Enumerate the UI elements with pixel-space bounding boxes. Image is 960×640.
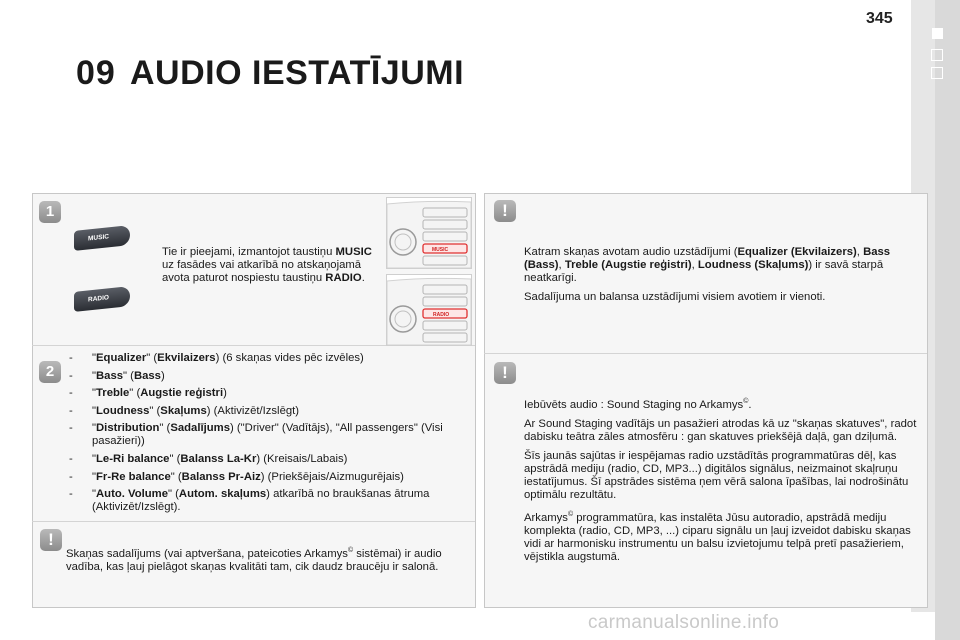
page-number: 345 <box>866 10 893 27</box>
list-item: - "Auto. Volume" (Autom. skaļums) atkarībā no braukšanas ātruma (Aktivizēt/Izslēgt). <box>66 488 466 514</box>
page-marker-filled <box>932 28 943 39</box>
chapter-number: 09 <box>76 54 116 92</box>
warning-icon: ! <box>40 529 62 551</box>
list-item: - "Equalizer" (Ekvilaizers) (6 skaņas vides pēc izvēles) <box>66 352 466 365</box>
step-2-badge: 2 <box>39 361 61 383</box>
sound-staging-note: Iebūvēts audio : Sound Staging no Arkamys©. Ar Sound Staging vadītājs un pasažieri atrodas kā uz "skaņas skatuves", radot dabisku teātra zāles atmosfēru : gan skatuves priekšējā daļā, gan dziļumā. Šīs jaunās sajūtas ir iespējamas radio uzstādītās programmatūras dēļ, kas apstrādā mediju (radio, CD, MP3...) digitālos signālus, neizmainot skaļruņu iestatījumus. Šī apstrādes sistēma ņem vērā salona īpašības, lai nodrošinātu optimālu rezultātu. Arkamys© programmatūra, kas instalēta Jūsu autoradio, apstrādā mediju komplekta (radio, CD, MP3, ...) ciparu signālu un ļauj izveidot dabisku skaņas vidi ar harmonisku instrumentu un balsu izvietojumu telpā pretī pasažieriem, vējstikla augstumā. <box>524 398 917 563</box>
list-item: - "Distribution" (Sadalījums) ("Driver" (Vadītājs), "All passengers" (Visi pasažieri)) <box>66 422 466 448</box>
page-marker-outline <box>931 67 943 79</box>
list-item: - "Bass" (Bass) <box>66 370 466 383</box>
warning-icon: ! <box>494 362 516 384</box>
page-marker-outline <box>931 49 943 61</box>
list-item: - "Le-Ri balance" (Balanss La-Kr) (Kreisais/Labais) <box>66 453 466 466</box>
audio-settings-list <box>66 352 466 519</box>
control-panel-image-radio <box>386 274 472 346</box>
radio-button-image: RADIO <box>74 286 130 312</box>
control-panel-image-music <box>386 197 472 269</box>
chapter-title: AUDIO IESTATĪJUMI <box>130 54 465 92</box>
thumb-highlight-label: MUSIC <box>432 247 449 253</box>
intro-text: Tie ir pieejami, izmantojot taustiņu MUSIC uz fasādes vai atkarībā no atskaņojamā avota paturot nospiestu taustiņu RADIO. <box>162 246 372 284</box>
warning-icon: ! <box>494 200 516 222</box>
step-1-badge: 1 <box>39 201 61 223</box>
list-item: - "Treble" (Augstie reģistri) <box>66 387 466 400</box>
side-tab-strip <box>935 0 960 640</box>
panel-divider <box>32 521 475 522</box>
list-item: - "Loudness" (Skaļums) (Aktivizēt/Izslēgt) <box>66 405 466 418</box>
watermark: carmanualsonline.info <box>588 612 780 633</box>
audio-settings-note: Katram skaņas avotam audio uzstādījumi (Equalizer (Ekvilaizers), Bass (Bass), Treble (Augstie reģistri), Loudness (Skaļums)) ir savā starpā neatkarīgi. Sadalījuma un balansa uzstādījumi visiem avotiem ir vienoti. <box>524 246 891 303</box>
distribution-note: Skaņas sadalījums (vai aptveršana, pateicoties Arkamys© sistēmai) ir audio vadība, kas ļauj pielāgot skaņas kvalitāti tam, cik daudz braucēju ir salonā. <box>66 547 442 573</box>
list-item: - "Fr-Re balance" (Balanss Pr-Aiz) (Priekšējais/Aizmugurējais) <box>66 471 466 484</box>
panel-divider <box>484 353 927 354</box>
music-button-image: MUSIC <box>74 225 130 251</box>
thumb-highlight-label: RADIO <box>433 312 450 318</box>
